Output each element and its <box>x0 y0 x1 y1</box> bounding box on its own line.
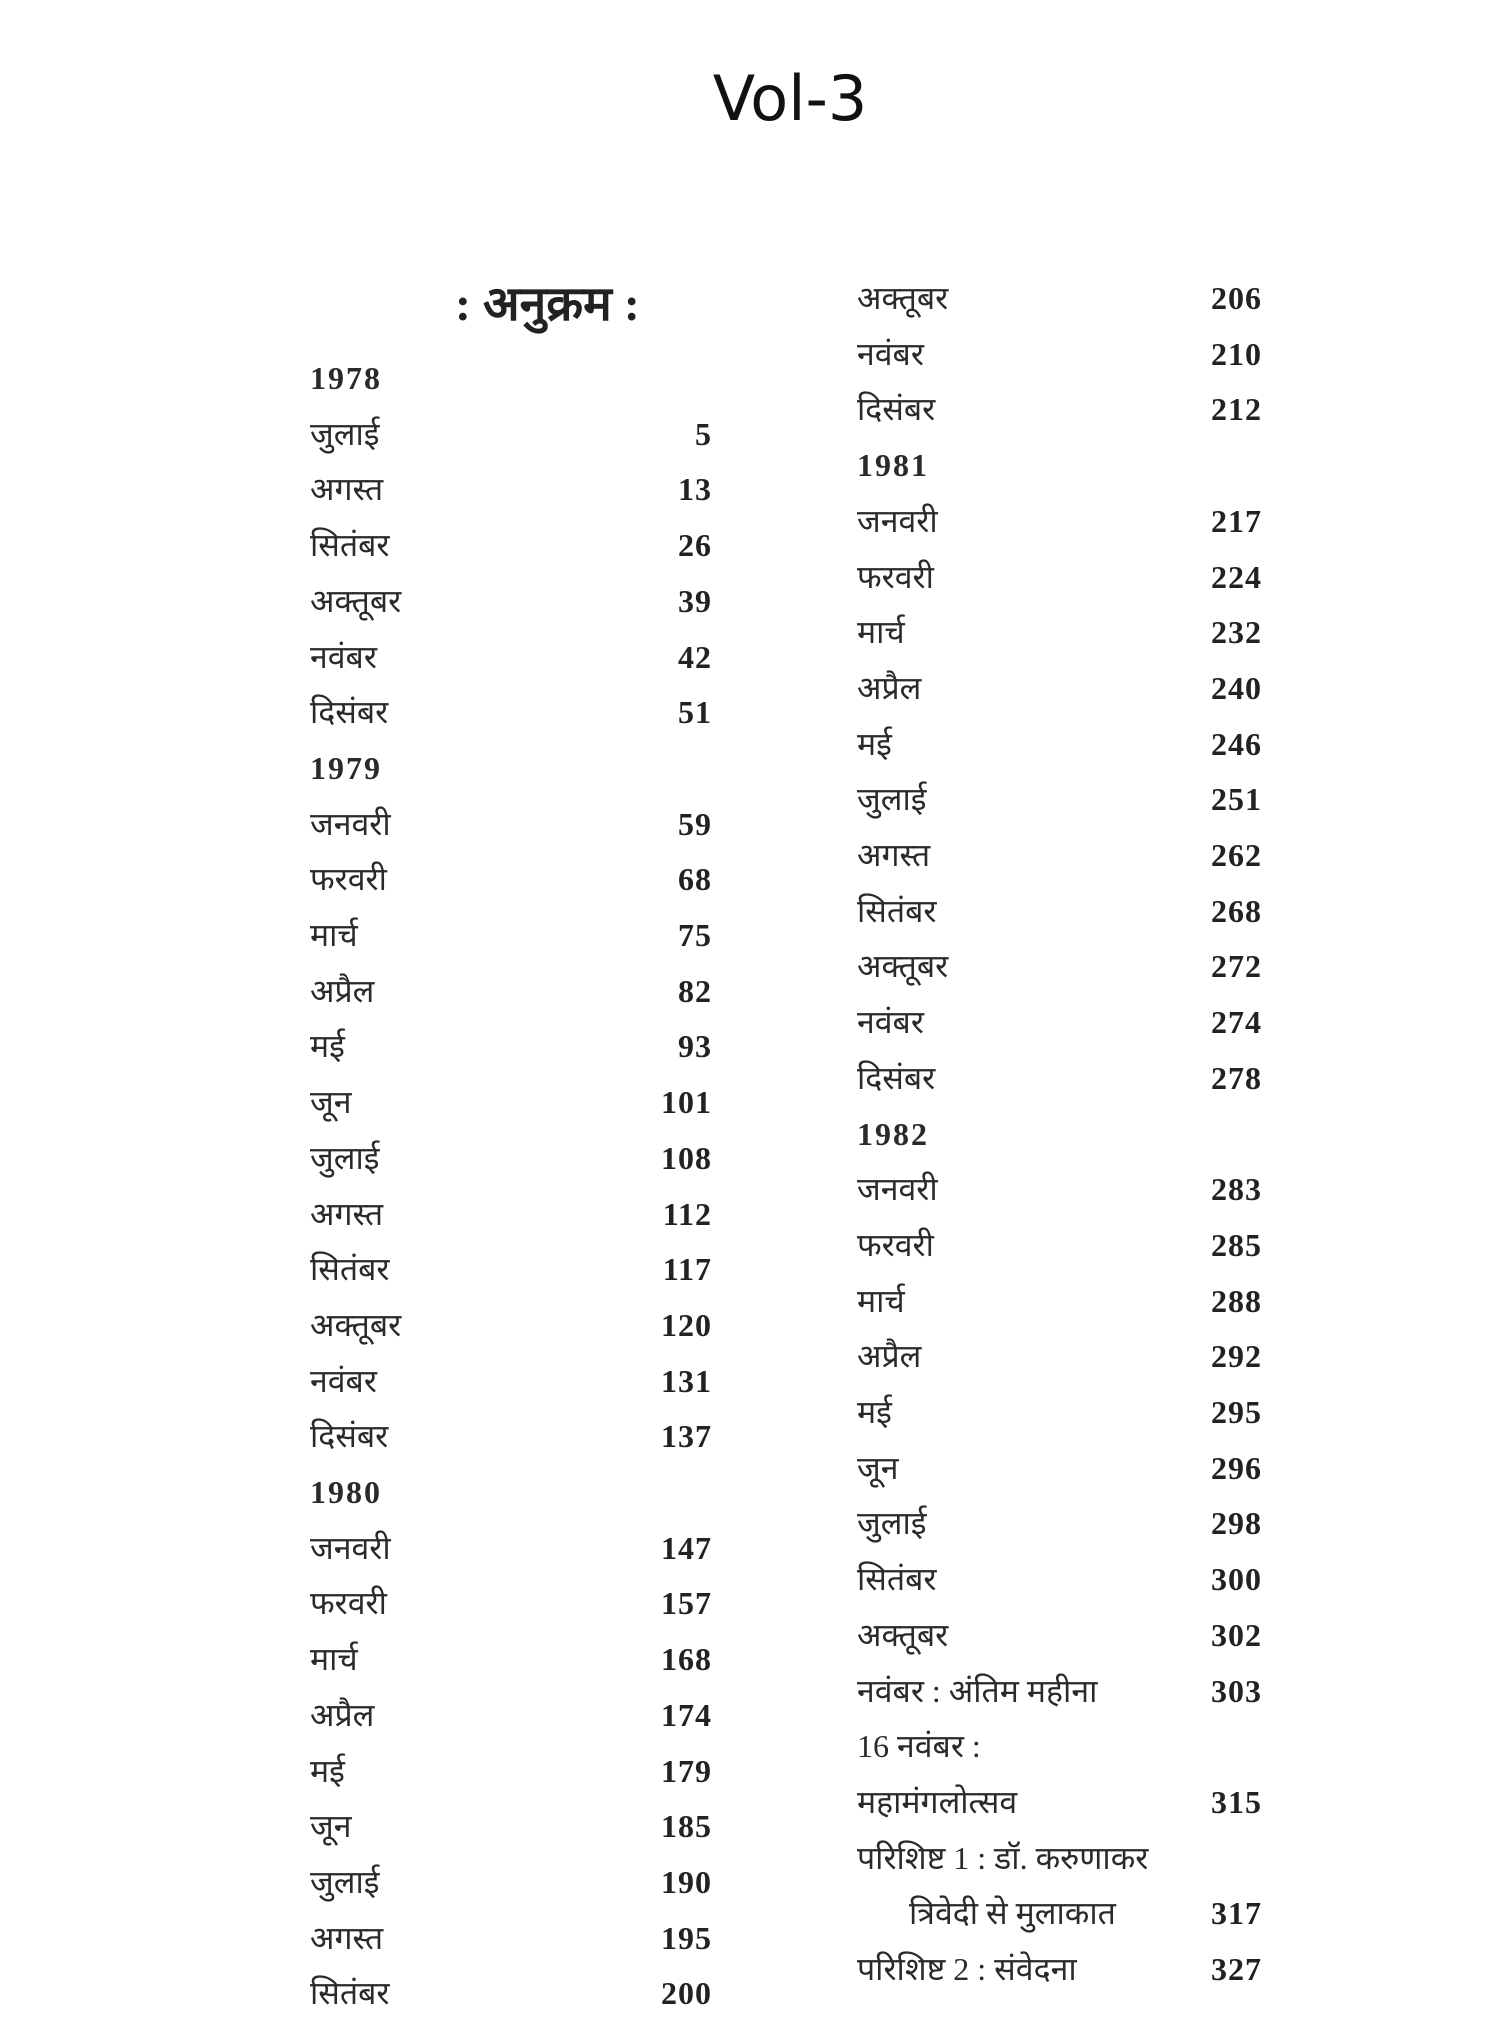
page-number: 298 <box>1211 1505 1262 1542</box>
page-number: 101 <box>661 1084 712 1121</box>
toc-entry <box>310 1520 712 1576</box>
toc-entry <box>857 604 1262 660</box>
entry-label: दिसंबर <box>857 391 936 428</box>
entry-label: 1978 <box>310 360 382 396</box>
entry-label: फरवरी <box>857 558 934 595</box>
entry-label: अप्रैल <box>857 669 922 706</box>
entry-label: सितंबर <box>857 1561 937 1598</box>
entry-label: 16 नवंबर : <box>857 1728 981 1765</box>
toc-entry <box>310 1297 712 1353</box>
toc-entry <box>310 1130 712 1186</box>
toc-entry <box>310 1631 712 1687</box>
page-number: 206 <box>1211 280 1262 316</box>
entry-label: अप्रैल <box>857 1338 922 1375</box>
entry-label: सितंबर <box>310 1975 390 2012</box>
page-number: 278 <box>1211 1059 1262 1096</box>
toc-entry <box>310 907 712 963</box>
entry-label: परिशिष्ट 2 : संवेदना <box>857 1951 1077 1987</box>
toc-entry <box>310 1186 712 1242</box>
entry-label: मार्च <box>857 614 905 651</box>
page-number: 303 <box>1211 1672 1262 1709</box>
entry-label: नवंबर <box>857 1004 924 1041</box>
page-number: 246 <box>1211 725 1262 762</box>
entry-label: त्रिवेदी से मुलाकात <box>909 1895 1116 1932</box>
toc-entry <box>857 1161 1262 1217</box>
page-number: 26 <box>678 527 712 564</box>
entry-label: जनवरी <box>310 1529 391 1566</box>
page-number: 117 <box>662 1251 712 1288</box>
entry-label: मई <box>310 1752 345 1789</box>
toc-entry <box>310 517 712 573</box>
page-number: 131 <box>661 1362 712 1399</box>
volume-title: Vol-3 <box>712 62 868 135</box>
toc-entry <box>310 1798 712 1854</box>
toc-entry <box>310 406 712 462</box>
page-number: 39 <box>678 582 712 619</box>
entry-label: 1982 <box>857 1115 929 1152</box>
toc-entry <box>857 1551 1262 1607</box>
toc-entry <box>857 1774 1262 1830</box>
year-heading <box>310 1464 712 1520</box>
entry-label: जनवरी <box>857 1171 938 1208</box>
entry-label: जुलाई <box>310 1863 380 1900</box>
page-number: 251 <box>1211 781 1262 818</box>
page-number: 285 <box>1211 1226 1262 1263</box>
entry-label: मार्च <box>857 1282 905 1319</box>
page-number: 190 <box>661 1863 712 1900</box>
page-number: 157 <box>661 1585 712 1622</box>
page-number: 288 <box>1211 1282 1262 1319</box>
entry-label: जुलाई <box>310 1139 380 1176</box>
entry-label: जून <box>857 1449 899 1486</box>
page-number: 212 <box>1211 391 1262 428</box>
page-number: 59 <box>678 805 712 842</box>
page-number: 224 <box>1211 558 1262 595</box>
entry-label: अक्तूबर <box>857 1616 949 1653</box>
entry-label: नवंबर <box>310 638 377 675</box>
toc-entry <box>857 1885 1262 1941</box>
entry-label: परिशिष्ट 1 : डॉ. करुणाकर <box>857 1839 1149 1876</box>
page-number: 82 <box>678 972 712 1009</box>
page-number: 5 <box>695 415 712 452</box>
entry-label: सितंबर <box>857 892 937 929</box>
page-number: 327 <box>1211 1951 1262 1987</box>
toc-entry <box>310 1575 712 1631</box>
toc-entry <box>310 1743 712 1799</box>
page-number: 300 <box>1211 1561 1262 1598</box>
page-number: 185 <box>661 1808 712 1845</box>
entry-label: अक्तूबर <box>310 582 402 619</box>
page-number: 42 <box>678 638 712 675</box>
page-number: 200 <box>661 1975 712 2012</box>
page-number: 292 <box>1211 1338 1262 1375</box>
toc-entry <box>310 1074 712 1130</box>
page-number: 13 <box>678 471 712 508</box>
entry-label: जून <box>310 1084 352 1121</box>
toc-entry <box>857 1941 1262 1997</box>
toc-entry <box>857 1718 1262 1774</box>
toc-entry <box>310 963 712 1019</box>
toc-entry <box>857 270 1262 326</box>
page-number: 240 <box>1211 669 1262 706</box>
toc-entry <box>310 1241 712 1297</box>
entry-label: जनवरी <box>857 502 938 539</box>
toc-entry <box>857 1495 1262 1551</box>
toc-entry <box>857 938 1262 994</box>
toc-entry <box>310 1408 712 1464</box>
toc-entry <box>857 771 1262 827</box>
toc-entry <box>310 851 712 907</box>
entry-label: मार्च <box>310 1641 358 1678</box>
page-number: 268 <box>1211 892 1262 929</box>
toc-entry <box>857 1663 1262 1719</box>
entry-label: नवंबर <box>310 1362 377 1399</box>
toc-entry <box>310 461 712 517</box>
toc-entry <box>857 883 1262 939</box>
page-number: 108 <box>661 1139 712 1176</box>
year-heading <box>857 1106 1262 1162</box>
entry-label: अक्तूबर <box>857 280 949 316</box>
page-number: 93 <box>678 1028 712 1065</box>
entry-label: 1980 <box>310 1474 382 1510</box>
toc-entry <box>310 796 712 852</box>
toc-entry <box>857 1273 1262 1329</box>
entry-label: 1981 <box>857 447 929 484</box>
entry-label: दिसंबर <box>857 1059 936 1096</box>
entry-label: दिसंबर <box>310 1418 389 1455</box>
entry-label: अक्तूबर <box>857 948 949 985</box>
page-number: 179 <box>661 1752 712 1789</box>
page-number: 75 <box>678 917 712 953</box>
toc-entry <box>857 1440 1262 1496</box>
toc-entry <box>310 1353 712 1409</box>
entry-label: जुलाई <box>310 415 380 452</box>
entry-label: महामंगलोत्सव <box>857 1783 1018 1820</box>
toc-entry <box>857 716 1262 772</box>
toc-entry <box>857 1050 1262 1106</box>
year-heading <box>310 740 712 796</box>
page-number: 274 <box>1211 1004 1262 1041</box>
page-number: 168 <box>661 1641 712 1678</box>
page-number: 317 <box>1211 1895 1262 1932</box>
page-number: 262 <box>1211 837 1262 873</box>
year-heading <box>310 350 712 406</box>
toc-entry <box>310 1018 712 1074</box>
toc-entry <box>857 827 1262 883</box>
entry-label: मई <box>857 1394 892 1430</box>
toc-entry <box>310 1854 712 1910</box>
entry-label: सितंबर <box>310 1251 390 1288</box>
toc-entry <box>857 1830 1262 1886</box>
toc-entry <box>310 1687 712 1743</box>
entry-label: सितंबर <box>310 527 390 564</box>
entry-label: अगस्त <box>857 837 931 873</box>
entry-label: फरवरी <box>310 861 387 898</box>
toc-entry <box>310 573 712 629</box>
entry-label: अगस्त <box>310 471 384 508</box>
entry-label: अप्रैल <box>310 1696 375 1733</box>
entry-label: दिसंबर <box>310 694 389 731</box>
toc-entry <box>857 493 1262 549</box>
toc-entry <box>857 994 1262 1050</box>
page-number: 51 <box>678 694 712 731</box>
page-number: 174 <box>661 1696 712 1733</box>
page-number: 147 <box>661 1529 712 1566</box>
entry-label: जून <box>310 1808 352 1845</box>
toc-entry <box>857 1328 1262 1384</box>
toc-entry <box>857 660 1262 716</box>
entry-label: अगस्त <box>310 1919 384 1956</box>
entry-label: नवंबर : अंतिम महीना <box>857 1672 1098 1709</box>
toc-entry <box>857 326 1262 382</box>
entry-label: फरवरी <box>310 1585 387 1622</box>
toc-entry <box>857 1384 1262 1440</box>
entry-label: जुलाई <box>857 1505 927 1542</box>
toc-entry <box>310 629 712 685</box>
page-number: 112 <box>662 1195 712 1232</box>
page-number: 315 <box>1211 1783 1262 1820</box>
page-number: 283 <box>1211 1171 1262 1208</box>
page-number: 272 <box>1211 948 1262 985</box>
entry-label: मई <box>310 1028 345 1065</box>
toc-entry <box>310 1965 712 2021</box>
entry-label: जनवरी <box>310 805 391 842</box>
entry-label: 1979 <box>310 749 382 786</box>
entry-label: नवंबर <box>857 335 924 372</box>
entry-label: अप्रैल <box>310 972 375 1009</box>
entry-label: मई <box>857 725 892 762</box>
entry-label: मार्च <box>310 917 358 953</box>
contents-heading: : अनुक्रम : <box>455 278 640 331</box>
entry-label: अक्तूबर <box>310 1306 402 1343</box>
toc-entry <box>310 1910 712 1966</box>
toc-entry <box>857 1217 1262 1273</box>
toc-entry <box>857 1607 1262 1663</box>
toc-entry <box>857 381 1262 437</box>
page-number: 296 <box>1211 1449 1262 1486</box>
page-number: 232 <box>1211 614 1262 651</box>
entry-label: जुलाई <box>857 781 927 818</box>
toc-entry <box>310 684 712 740</box>
page-number: 195 <box>661 1919 712 1956</box>
page-number: 68 <box>678 861 712 898</box>
page-number: 295 <box>1211 1394 1262 1430</box>
entry-label: फरवरी <box>857 1226 934 1263</box>
toc-entry <box>857 549 1262 605</box>
year-heading <box>857 437 1262 493</box>
entry-label: अगस्त <box>310 1195 384 1232</box>
page-number: 302 <box>1211 1616 1262 1653</box>
page-number: 120 <box>661 1306 712 1343</box>
page-number: 137 <box>661 1418 712 1455</box>
page-number: 210 <box>1211 335 1262 372</box>
page-number: 217 <box>1211 502 1262 539</box>
